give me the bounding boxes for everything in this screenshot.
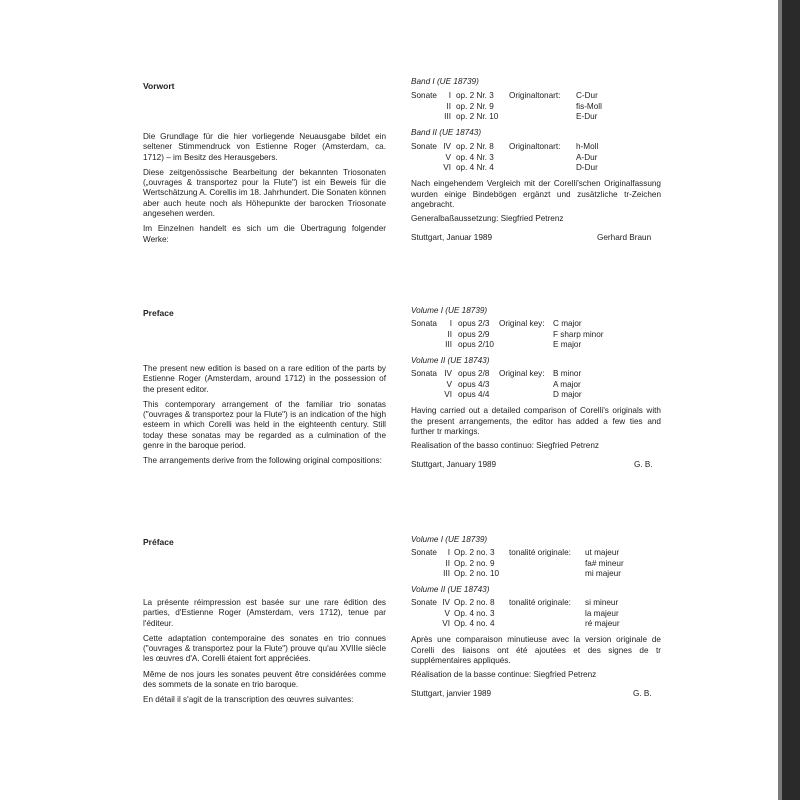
paragraph: La présente réimpression est basée sur une rare édition des parties, d'Estienne Roger (Amsterdam, vers 1712), tenue par l'éditeur.	[143, 598, 386, 628]
volume-title: Volume II (UE 18743)	[411, 585, 490, 595]
sonata-number: II	[446, 101, 451, 111]
paragraph: Im Einzelnen handelt es sich um die Übertragung folgender Werke:	[143, 224, 386, 244]
key: A major	[553, 379, 581, 389]
opus: op. 4 Nr. 3	[456, 152, 494, 162]
sonata-number: III	[444, 111, 451, 121]
sonata-number: V	[444, 608, 450, 618]
sonata-number: V	[445, 152, 451, 162]
english-text	[143, 364, 386, 472]
paragraph: This contemporary arrangement of the familiar trio sonatas ("ouvrages & transportez pour la Flute") is an indication of the high esteem in which Corelli was held in the eighteenth century. Still today these sonatas may be regarded as a culmination of the genre in the baroque period.	[143, 399, 386, 451]
key: fa# mineur	[585, 558, 624, 568]
german-text	[143, 132, 386, 250]
sonata-row	[411, 380, 661, 390]
sonata-row	[411, 142, 661, 152]
sonata-row	[411, 598, 661, 608]
key: E-Dur	[576, 111, 598, 121]
sonata-row	[411, 559, 661, 569]
opus: opus 2/8	[458, 369, 490, 379]
sonata-number: I	[449, 319, 452, 329]
sonata-number: II	[445, 558, 450, 568]
heading-preface: Preface	[143, 308, 174, 318]
opus: op. 2 Nr. 10	[456, 111, 499, 121]
sonata-row	[411, 609, 661, 619]
paragraph: Cette adaptation contemporaine des sonates en trio connues ("ouvrages & transportez pour la Flute") prouve qu'au XVIIIe siècle les œuvres d'A. Corelli étaient fort appréciées.	[143, 633, 386, 664]
heading-vorwort: Vorwort	[143, 81, 175, 91]
opus: Op. 2 no. 3	[454, 548, 495, 558]
paragraph: Die Grundlage für die hier vorliegende Neuausgabe bildet ein seltener Stimmendruck von Estienne Roger (Amsterdam, ca. 1712) – im Besitz des Herausgebers.	[143, 132, 386, 162]
place-date: Stuttgart, January 1989	[411, 459, 497, 469]
key-label: tonalité originale:	[509, 598, 571, 608]
key-label: Originaltonart:	[509, 142, 561, 152]
french-works	[411, 535, 661, 701]
edition-note: Having carried out a detailed comparison of Corelli's originals with the present arrangements, the editor has added a few ties and further tr markings.	[411, 406, 661, 436]
sonata-row	[411, 163, 661, 173]
sonata-row	[411, 112, 661, 122]
page-edge	[782, 0, 800, 800]
opus: Op. 4 no. 3	[454, 608, 495, 618]
sonata-label: Sonata	[411, 369, 437, 379]
sonata-row	[411, 369, 661, 379]
english-works	[411, 306, 661, 472]
key: A-Dur	[576, 152, 598, 162]
sonata-number: IV	[442, 598, 450, 608]
sonata-row	[411, 319, 661, 329]
paragraph: The present new edition is based on a rare edition of the parts by Estienne Roger (Amsterdam, around 1712) in the possession of the present editor.	[143, 364, 386, 394]
opus: Op. 2 no. 10	[454, 568, 500, 578]
german-works	[411, 77, 661, 245]
opus: op. 4 Nr. 4	[456, 163, 494, 173]
key: F sharp minor	[553, 329, 604, 339]
key: C major	[553, 319, 582, 329]
signature: Gerhard Braun	[597, 232, 652, 242]
sonata-number: V	[446, 379, 452, 389]
paragraph: Diese zeitgenössische Bearbeitung der bekannten Triosonaten („ouvrages & transportez pour la Flute") ist ein Beweis für die Wertschätzung A. Corellis im 18. Jahrhundert. Die Sonaten können aber auch heute noch als Höhepunkte der barocken Triosonate angesehen werden.	[143, 167, 386, 219]
volume-title: Volume I (UE 18739)	[411, 306, 488, 315]
opus: op. 2 Nr. 9	[456, 101, 494, 111]
sonata-number: I	[448, 91, 451, 101]
sonata-number: IV	[443, 142, 451, 152]
heading-preface-fr: Préface	[143, 537, 174, 547]
key: fis-Moll	[576, 101, 602, 111]
place-date: Stuttgart, janvier 1989	[411, 688, 492, 698]
key: mi majeur	[585, 568, 621, 578]
opus: op. 2 Nr. 3	[456, 91, 494, 101]
sign-off	[411, 233, 661, 245]
volume-title: Volume I (UE 18739)	[411, 535, 488, 544]
sonata-label: Sonate	[411, 598, 437, 608]
key: la majeur	[585, 608, 619, 618]
sonata-row	[411, 330, 661, 340]
key: E major	[553, 339, 582, 349]
sonata-label: Sonata	[411, 319, 437, 329]
sonata-number: II	[447, 329, 452, 339]
sonata-row	[411, 548, 661, 558]
sonata-number: III	[443, 568, 450, 578]
continuo-credit: Realisation of the basso continuo: Siegfried Petrenz	[411, 441, 599, 451]
opus: opus 2/9	[458, 329, 490, 339]
opus: Op. 2 no. 9	[454, 558, 495, 568]
signature: G. B.	[634, 459, 653, 469]
key-label: Originaltonart:	[509, 91, 561, 101]
key: D-Dur	[576, 163, 598, 173]
key-label: tonalité originale:	[509, 548, 571, 558]
signature: G. B.	[633, 688, 652, 698]
sonata-label: Sonate	[411, 548, 437, 558]
key-label: Original key:	[499, 319, 545, 329]
sonata-label: Sonate	[411, 142, 437, 152]
opus: Op. 4 no. 4	[454, 619, 495, 629]
opus: opus 2/10	[458, 339, 494, 349]
key: si mineur	[585, 598, 619, 608]
key: B minor	[553, 369, 582, 379]
opus: opus 4/4	[458, 390, 490, 400]
key: C-Dur	[576, 91, 598, 101]
sonata-number: III	[445, 339, 452, 349]
volume-title: Band I (UE 18739)	[411, 77, 479, 86]
edition-note: Nach eingehendem Vergleich mit der Corelli'schen Originalfassung wurden einige Bindebögen ergänzt und zusätzliche tr-Zeichen angebracht.	[411, 179, 661, 209]
sonata-number: VI	[443, 163, 451, 173]
opus: opus 2/3	[458, 319, 490, 329]
opus: op. 2 Nr. 8	[456, 142, 494, 152]
volume-title: Volume II (UE 18743)	[411, 356, 490, 366]
paragraph: En détail il s'agit de la transcription des œuvres suivantes:	[143, 695, 354, 705]
sonata-row	[411, 619, 661, 629]
sign-off	[411, 460, 661, 472]
sonata-number: IV	[444, 369, 452, 379]
key: D major	[553, 390, 582, 400]
paragraph: The arrangements derive from the following original compositions:	[143, 456, 382, 466]
continuo-credit: Réalisation de la basse continue: Siegfried Petrenz	[411, 670, 597, 680]
sonata-row	[411, 340, 661, 350]
opus: Op. 2 no. 8	[454, 598, 495, 608]
sonata-row	[411, 91, 661, 101]
edition-note: Après une comparaison minutieuse avec la version originale de Corelli des liaisons ont été ajoutées et des signes de tr supplémentaires appliqués.	[411, 635, 661, 665]
key-label: Original key:	[499, 369, 545, 379]
key: ut majeur	[585, 548, 620, 558]
key: h-Moll	[576, 142, 599, 152]
sonata-row	[411, 153, 661, 163]
key: ré majeur	[585, 619, 620, 629]
sonata-row	[411, 390, 661, 400]
sonata-label: Sonate	[411, 91, 437, 101]
french-text	[143, 598, 386, 711]
sonata-number: I	[447, 548, 450, 558]
place-date: Stuttgart, Januar 1989	[411, 232, 493, 242]
volume-title: Band II (UE 18743)	[411, 128, 482, 138]
sonata-number: VI	[442, 619, 450, 629]
continuo-credit: Generalbaßaussetzung: Siegfried Petrenz	[411, 214, 564, 224]
sonata-row	[411, 102, 661, 112]
sonata-number: VI	[444, 390, 452, 400]
sonata-row	[411, 569, 661, 579]
paragraph: Même de nos jours les sonates peuvent être considérées comme des sommets de la sonate en trio baroque.	[143, 669, 386, 690]
sign-off	[411, 689, 661, 701]
opus: opus 4/3	[458, 379, 490, 389]
